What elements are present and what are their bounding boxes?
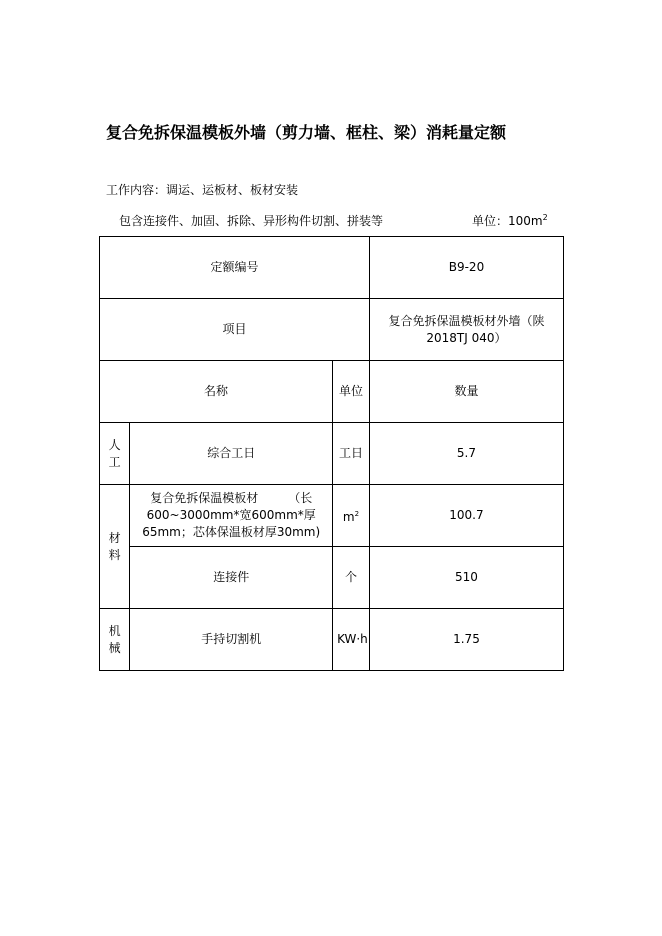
- table-row-machinery: [100, 609, 564, 671]
- unit-superscript: 2: [542, 213, 548, 222]
- material-2-quantity: 510: [369, 547, 563, 609]
- header-name: 名称: [100, 361, 333, 423]
- quota-code-label: 定额编号: [100, 237, 370, 299]
- labor-quantity: 5.7: [369, 423, 563, 485]
- machinery-quantity: 1.75: [369, 609, 563, 671]
- machinery-unit: KW·h: [333, 609, 370, 671]
- table-row-labor: [100, 423, 564, 485]
- material-1-quantity: 100.7: [369, 485, 563, 547]
- material-1-unit-text: m: [342, 509, 355, 524]
- table-row-material-2: [100, 547, 564, 609]
- machinery-category: 机械: [100, 609, 130, 671]
- labor-name: 综合工日: [130, 423, 333, 485]
- table-row-item: [100, 299, 564, 361]
- material-2-unit: 个: [333, 547, 370, 609]
- quota-table: [99, 236, 564, 671]
- labor-unit: 工日: [333, 423, 370, 485]
- quota-code-value: B9-20: [369, 237, 563, 299]
- header-unit: 单位: [333, 361, 370, 423]
- includes-note: 包含连接件、加固、拆除、异形构件切割、拼装等: [119, 214, 384, 228]
- materials-category: 材料: [100, 485, 130, 609]
- material-1-name: 复合免拆保温模板材 （长600~3000mm*宽600mm*厚65mm；芯体保温板材厚30mm): [130, 485, 333, 547]
- material-1-unit: [333, 485, 370, 547]
- item-label: 项目: [100, 299, 370, 361]
- machinery-name: 手持切割机: [130, 609, 333, 671]
- work-content: 工作内容：调运、运板材、板材安装: [106, 183, 299, 197]
- unit-text: 单位：100m: [472, 214, 543, 228]
- material-1-unit-superscript: 2: [354, 509, 360, 518]
- table-row-material-1: [100, 485, 564, 547]
- table-row-header: [100, 361, 564, 423]
- unit-note: [472, 212, 548, 229]
- table-row-quota-code: [100, 237, 564, 299]
- item-value: 复合免拆保温模板材外墙（陕2018TJ 040）: [369, 299, 563, 361]
- header-quantity: 数量: [369, 361, 563, 423]
- labor-category: 人工: [100, 423, 130, 485]
- material-2-name: 连接件: [130, 547, 333, 609]
- document-title: 复合免拆保温模板外墙（剪力墙、框柱、梁）消耗量定额: [106, 123, 507, 142]
